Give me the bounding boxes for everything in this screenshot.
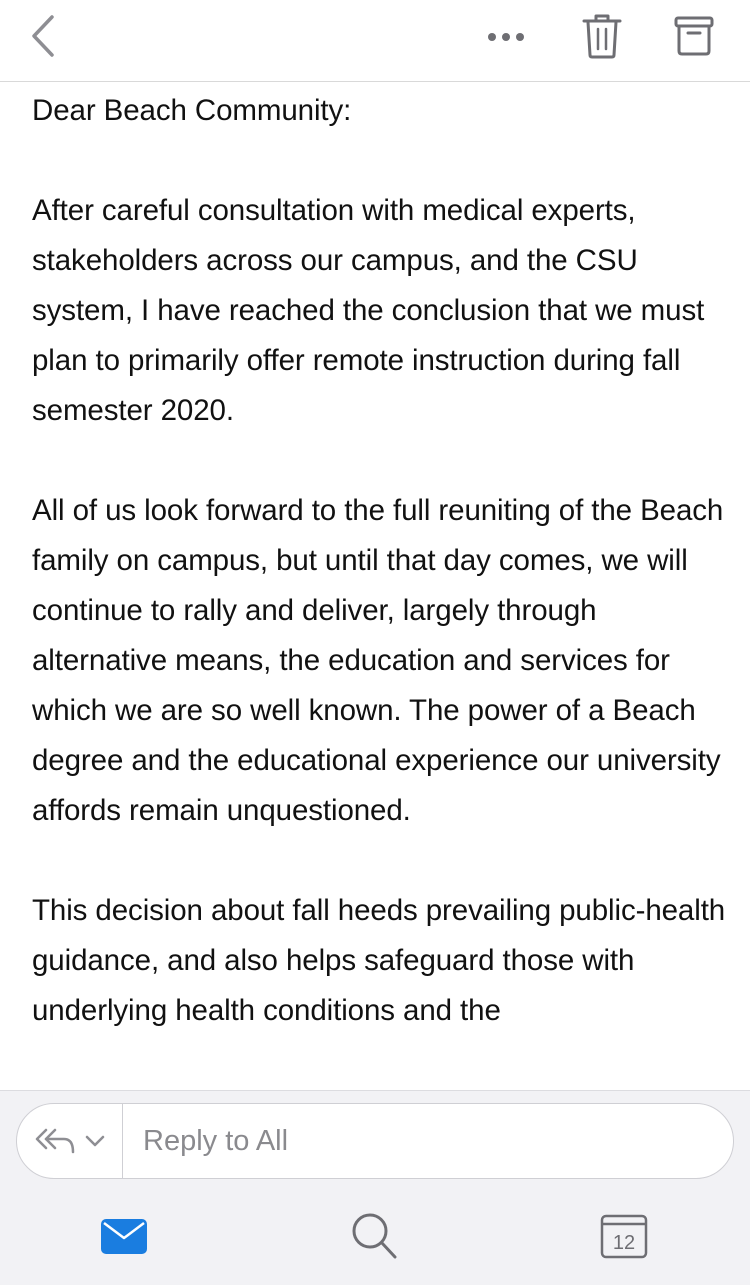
email-body [32, 86, 732, 1036]
tab-search[interactable] [334, 1201, 414, 1271]
reply-options-button[interactable] [17, 1104, 123, 1178]
chevron-down-icon [84, 1134, 106, 1148]
email-paragraph: This decision about fall heeds prevailing public-health guidance, and also helps safeguard those with underlying health conditions and the [32, 894, 726, 1027]
mail-icon [100, 1216, 148, 1256]
search-icon [350, 1211, 398, 1261]
more-icon [486, 31, 526, 43]
more-button[interactable] [480, 14, 532, 60]
reply-all-icon [34, 1126, 76, 1156]
back-button[interactable] [18, 8, 68, 64]
email-paragraph: All of us look forward to the full reuniting of the Beach family on campus, but until that day comes, we will continue to rally and deliver, largely through alternative means, the education and services for which we are so well known. The power of a Beach degree and the educational experience our university affords remain unquestioned. [32, 494, 724, 827]
email-paragraph: After careful consultation with medical experts, stakeholders across our campus, and the CSU system, I have reached the conclusion that we must plan to primarily offer remote instruction during fall semester 2020. [32, 194, 705, 427]
back-icon [28, 14, 58, 58]
email-greeting: Dear Beach Community: [32, 94, 352, 127]
tab-mail[interactable] [84, 1201, 164, 1271]
archive-icon [674, 15, 714, 57]
calendar-day: 12 [612, 1232, 636, 1254]
tab-calendar[interactable] [584, 1201, 664, 1271]
reply-bar [16, 1103, 734, 1179]
tab-bar [0, 1201, 750, 1281]
trash-button[interactable] [576, 10, 628, 62]
bottom-panel [0, 1090, 750, 1285]
top-toolbar [0, 0, 750, 82]
calendar-icon [600, 1213, 648, 1259]
trash-icon [582, 13, 622, 59]
archive-button[interactable] [668, 10, 720, 62]
reply-input[interactable]: Reply to All [143, 1124, 289, 1157]
